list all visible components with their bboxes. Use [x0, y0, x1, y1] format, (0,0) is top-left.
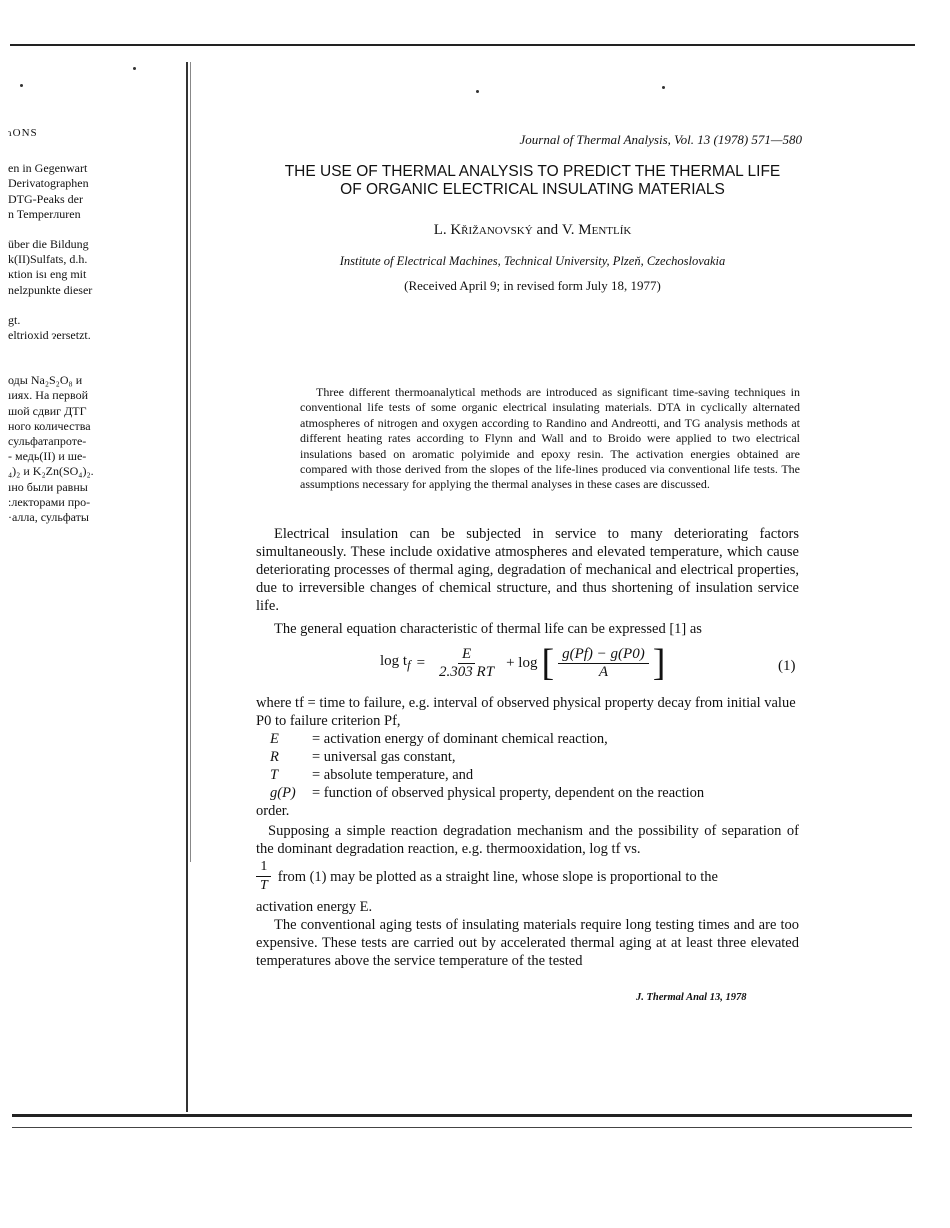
title-line-1: THE USE OF THERMAL ANALYSIS TO PREDICT THE THERMAL LIFE	[284, 163, 781, 180]
facing-page-line: über die Bildung	[8, 237, 89, 252]
facing-page-line: ₄)₂ и K₂Zn(SO₄)₂.	[8, 464, 94, 479]
affiliation: Institute of Electrical Machines, Technical University, Plzeň, Czechoslovakia	[339, 254, 726, 268]
facing-page-line	[8, 298, 128, 313]
page-footer: J. Thermal Anal 13, 1978	[636, 992, 747, 1003]
facing-page-line	[8, 358, 128, 373]
definition-row: g(P) = function of observed physical property, dependent on the reaction	[270, 785, 705, 801]
definition-row: E = activation energy of dominant chemical reaction,	[270, 731, 608, 747]
bottom-scan-rule-2	[12, 1127, 912, 1128]
facing-page-line: оды Na₂S₂O₈ и	[8, 373, 83, 388]
bottom-scan-rule	[12, 1114, 912, 1117]
facing-page-header: ɿONS	[8, 127, 38, 139]
facing-page-line: DTG-Peaks der	[8, 191, 83, 206]
eq-bracket-right: ]	[652, 642, 666, 684]
page-gutter-shadow	[190, 62, 191, 862]
eq-plus-log: + log	[506, 654, 538, 671]
inline-fraction: $\frac{1}{T}$	[256, 858, 272, 895]
title-line-2: OF ORGANIC ELECTRICAL INSULATING MATERIALS	[340, 181, 725, 198]
symbol-definitions	[256, 730, 799, 820]
author-and: and	[536, 222, 559, 238]
scan-speck	[662, 86, 665, 89]
scan-speck	[133, 67, 136, 70]
facing-page-line: Derivatographen	[8, 176, 89, 191]
scan-speck	[476, 90, 479, 93]
author-2: V. Mentlík	[561, 222, 632, 238]
received-date: (Received April 9; in revised form July 18, 1977)	[404, 278, 661, 293]
author-1: L. Křižanovský	[433, 222, 533, 238]
facing-page-line: en in Gegenwart	[8, 161, 88, 176]
eq-bracket-left: [	[541, 642, 555, 684]
facing-page-line: шой сдвиг ДТГ	[8, 403, 87, 418]
facing-page-line: сульфатапроте-	[8, 434, 87, 449]
facing-page-line	[8, 343, 128, 358]
eq-lhs: $\log t_f$	[380, 653, 411, 672]
paragraph-5: activation energy E.	[256, 899, 373, 915]
facing-page-line: ıиях. На первой	[8, 388, 89, 403]
top-scan-rule	[10, 44, 915, 46]
paragraph-3: Supposing a simple reaction degradation mechanism and the possibility of separation of the dominant degradation reaction, e.g. thermooxidation, log tf vs.	[256, 823, 799, 857]
facing-page-lines	[8, 161, 128, 525]
equation-1	[380, 644, 665, 682]
definition-continuation: order.	[256, 803, 290, 819]
eq-equals: =	[416, 654, 426, 671]
abstract: Three different thermoanalytical methods are introduced as significant time-saving techniques in conventional life tests of some organic electrical insulating materials. DTA in cyclically alternated atmospheres of nitrogen and oxygen according to Randino and Andreotti, and TG analysis methods at different heating rates according to Flynn and Wall and to Broido were applied to two electrical insulations based on aromatic polyimide and epoxy resin. The activation energies obtained are compared with those derived from the slopes of the life-lines produced via conventional life tests. The assumptions necessary for applying the thermal analyses in these cases are discussed.	[300, 385, 800, 492]
where-clause: where tf = time to failure, e.g. interval of observed physical property decay from initial value P0 to failure criterion Pf,	[256, 695, 796, 729]
eq-fraction-1: $\frac{E}{2.303 RT}$	[439, 645, 495, 680]
facing-page-line	[8, 222, 128, 237]
paragraph-4: $\frac{1}{T}$ from (1) may be plotted as a straight line, whose slope is proportional to the	[256, 858, 799, 895]
page-gutter	[186, 62, 188, 1112]
paragraph-1: Electrical insulation can be subjected in service to many deteriorating factors simultaneously. These include oxidative atmospheres and elevated temperature, which cause deteriorating processes of thermal aging, degradation of mechanical and electrical properties, due to irreversible changes of chemical structure, and thus shortening of insulation service life.	[256, 526, 799, 614]
definition-row: R = universal gas constant,	[270, 749, 456, 765]
paragraph-2: The general equation characteristic of thermal life can be expressed [1] as	[274, 621, 702, 637]
paragraph-6: The conventional aging tests of insulating materials require long testing times and are too expensive. These tests are carried out by accelerated thermal aging at at least three elevated temperatures above the service temperature of the tested	[256, 917, 799, 969]
facing-page-line: eltrioxid ɂersetzt.	[8, 328, 91, 343]
facing-page-column	[8, 120, 128, 525]
scan-speck	[20, 84, 23, 87]
article-title	[255, 163, 810, 199]
facing-page-line: k(II)Sulfats, d.h.	[8, 252, 88, 267]
facing-page-line: n Temperлuren	[8, 206, 81, 221]
facing-page-line: ·алла, сульфаты	[8, 510, 89, 525]
facing-page-line: - медь(II) и ше-	[8, 449, 87, 464]
journal-citation: Journal of Thermal Analysis, Vol. 13 (1978) 571—580	[519, 132, 802, 147]
definition-row: T = absolute temperature, and	[270, 767, 474, 783]
authors	[255, 222, 810, 239]
facing-page-line: ıно были равны	[8, 479, 88, 494]
facing-page-line: ĸtion isı eng mit	[8, 267, 87, 282]
facing-page-line: nelzpunkte dieser	[8, 282, 93, 297]
facing-page-line: :лекторами про-	[8, 494, 91, 509]
equation-number: (1)	[778, 658, 796, 674]
eq-fraction-2: $\frac{g(Pf) - g(P0)}{A}$	[558, 646, 649, 681]
facing-page-line: ного количества	[8, 418, 91, 433]
facing-page-line: gt.	[8, 312, 21, 327]
